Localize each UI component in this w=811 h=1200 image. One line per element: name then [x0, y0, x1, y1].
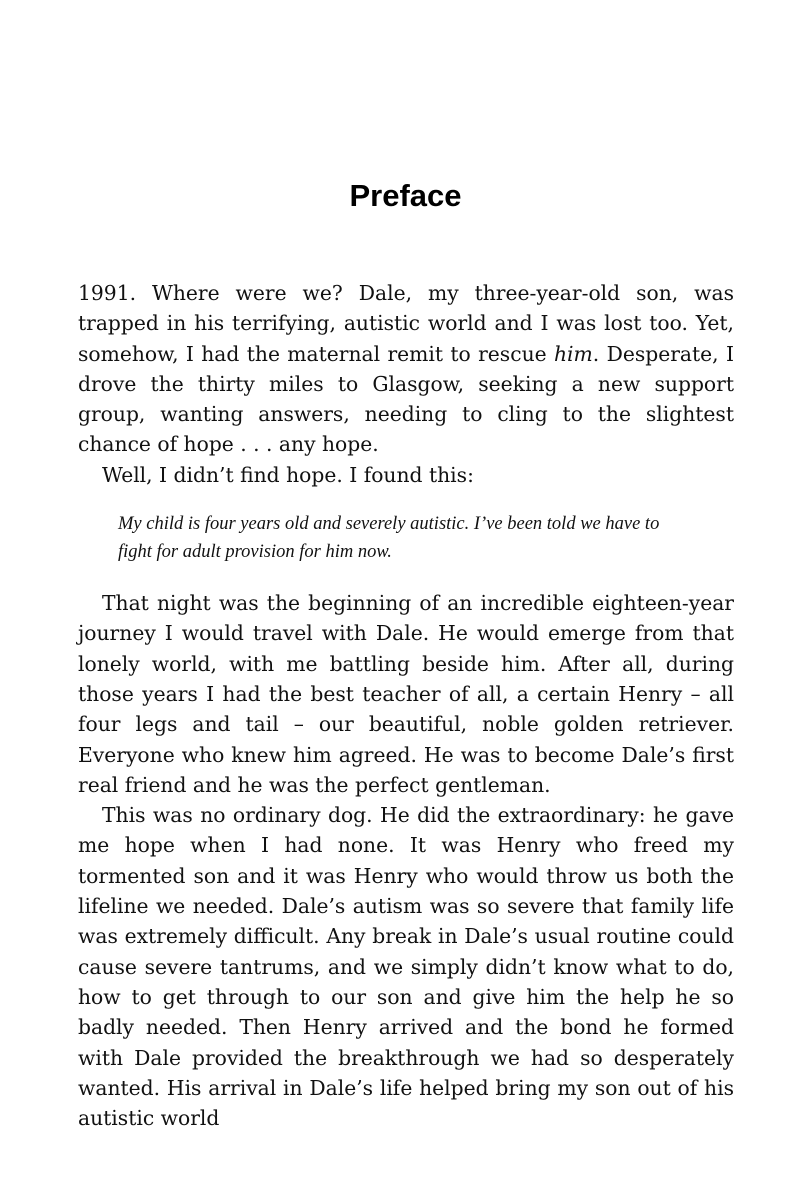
paragraph-1-emphasis: him — [554, 341, 593, 366]
paragraph-4: This was no ordinary dog. He did the extraordinary: he gave me hope when I had none. It was Henry who freed my tormented son and it was Henry who would throw us both the lifeline we needed. Dale’s autism was so severe that family life was extremely difficult. Any break in Dale’s usual routine could cause severe tantrums, and we simply didn’t know what to do, how to get through to our son and give him the help he so badly needed. Then Henry arrived and the bond he formed with Dale provided the breakthrough we had so desperately wanted. His arrival in Dale’s life helped bring my son out of his autistic world — [78, 803, 734, 1131]
paragraph-1-part-2: . Desperate, I drove the thirty miles to Glasgow, seeking a new support group, wanting answers, needing to cling to the slightest chance of hope . . . any hope. — [78, 341, 734, 457]
chapter-heading: Preface — [349, 178, 462, 213]
paragraph-1-part-1: 1991. Where were we? Dale, my three-year-old son, was trapped in his terrifying, autistic world and I was lost too. Yet, somehow, I had the maternal remit to rescue — [78, 281, 734, 366]
paragraph-3: That night was the beginning of an incredible eighteen-year journey I would travel with Dale. He would emerge from that lonely world, with me battling beside him. After all, during those years I had the best teacher of all, a certain Henry – all four legs and tail – our beautiful, noble golden retriever. Everyone who knew him agreed. He was to become Dale’s first real friend and he was the perfect gentleman. — [78, 591, 734, 797]
chapter-body — [78, 278, 734, 1133]
paragraph-2: Well, I didn’t find hope. I found this: — [102, 462, 474, 487]
block-quote: My child is four years old and severely autistic. I’ve been told we have to fight for adult provision for him now. — [118, 514, 660, 562]
paragraph-1 — [78, 278, 734, 460]
